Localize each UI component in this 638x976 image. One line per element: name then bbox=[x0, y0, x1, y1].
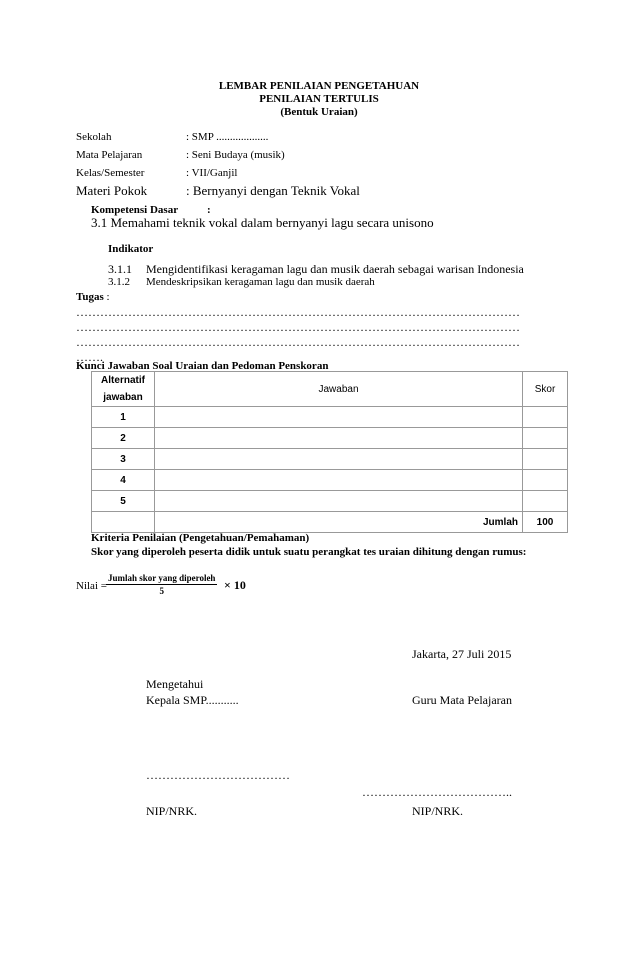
row-jawaban-cell[interactable] bbox=[155, 470, 523, 491]
total-empty-cell bbox=[92, 512, 155, 533]
row-skor-cell[interactable] bbox=[523, 449, 568, 470]
nip-right: NIP/NRK. bbox=[412, 804, 464, 818]
row-number: 1 bbox=[92, 407, 155, 428]
table-row bbox=[92, 407, 568, 428]
table-total-row bbox=[92, 512, 568, 533]
indikator-text-1: Mengidentifikasi keragaman lagu dan musik daerah sebagai warisan Indonesia bbox=[146, 262, 524, 276]
fraction-denominator: 5 bbox=[159, 586, 164, 596]
info-value-sekolah: : SMP ................... bbox=[186, 131, 269, 143]
row-skor-cell[interactable] bbox=[523, 470, 568, 491]
info-label-kelas: Kelas/Semester bbox=[76, 167, 145, 179]
row-number: 5 bbox=[92, 491, 155, 512]
table-row bbox=[92, 491, 568, 512]
nip-left: NIP/NRK. bbox=[146, 804, 198, 818]
indikator-text-2: Mendeskripsikan keragaman lagu dan musik daerah bbox=[146, 276, 375, 288]
tugas-colon: : bbox=[103, 291, 110, 303]
jumlah-value: 100 bbox=[523, 512, 568, 533]
fraction-numerator: Jumlah skor yang diperoleh bbox=[108, 573, 216, 583]
indikator-num-2: 3.1.2 bbox=[108, 276, 130, 288]
tugas-label-text: Tugas bbox=[76, 291, 104, 303]
tugas-label bbox=[76, 291, 110, 303]
tugas-dots-line-2: ………………………………………………………………………………………………… bbox=[76, 320, 520, 334]
guru-label: Guru Mata Pelajaran bbox=[412, 693, 512, 707]
row-skor-cell[interactable] bbox=[523, 428, 568, 449]
nilai-label: Nilai = bbox=[76, 580, 107, 592]
table-header-row bbox=[92, 372, 568, 407]
kunci-heading: Kunci Jawaban Soal Uraian dan Pedoman Penskoran bbox=[76, 360, 329, 372]
row-jawaban-cell[interactable] bbox=[155, 428, 523, 449]
jumlah-label: Jumlah bbox=[155, 512, 523, 533]
kd-colon: : bbox=[207, 204, 211, 216]
place-date: Jakarta, 27 Juli 2015 bbox=[412, 647, 512, 661]
row-skor-cell[interactable] bbox=[523, 407, 568, 428]
page-subtitle: PENILAIAN TERTULIS bbox=[259, 93, 379, 105]
col-skor: Skor bbox=[523, 372, 568, 407]
page-form-type: (Bentuk Uraian) bbox=[280, 106, 358, 118]
row-jawaban-cell[interactable] bbox=[155, 407, 523, 428]
page-title: LEMBAR PENILAIAN PENGETAHUAN bbox=[218, 80, 420, 92]
row-number: 2 bbox=[92, 428, 155, 449]
signature-line-left: ……………………………… bbox=[146, 768, 290, 782]
kunci-table bbox=[91, 371, 568, 533]
tugas-dots-short: ……. bbox=[76, 350, 103, 364]
table-row bbox=[92, 428, 568, 449]
kd-heading: Kompetensi Dasar bbox=[91, 204, 179, 216]
row-jawaban-cell[interactable] bbox=[155, 491, 523, 512]
info-value-kelas: : VII/Ganjil bbox=[186, 167, 238, 179]
info-value-materi: : Bernyanyi dengan Teknik Vokal bbox=[186, 183, 360, 198]
kriteria-heading: Kriteria Penilaian (Pengetahuan/Pemahaman) bbox=[91, 532, 310, 544]
col-alternatif-jawaban: Alternatif jawaban bbox=[92, 372, 155, 407]
row-number: 3 bbox=[92, 449, 155, 470]
times-ten: × 10 bbox=[224, 578, 246, 592]
kd-item: 3.1 Memahami teknik vokal dalam bernyanyi lagu secara unisono bbox=[91, 215, 434, 230]
table-row bbox=[92, 470, 568, 491]
kriteria-skor-text: Skor yang diperoleh peserta didik untuk suatu perangkat tes uraian dihitung dengan rumus: bbox=[91, 546, 527, 558]
info-label-mapel: Mata Pelajaran bbox=[76, 149, 143, 161]
info-label-sekolah: Sekolah bbox=[76, 131, 112, 143]
row-skor-cell[interactable] bbox=[523, 491, 568, 512]
row-jawaban-cell[interactable] bbox=[155, 449, 523, 470]
row-number: 4 bbox=[92, 470, 155, 491]
tugas-dots-line-3: ………………………………………………………………………………………………… bbox=[76, 335, 520, 349]
tugas-dots-line-1: ………………………………………………………………………………………………… bbox=[76, 305, 520, 319]
indikator-heading: Indikator bbox=[108, 243, 154, 255]
indikator-num-1: 3.1.1 bbox=[108, 262, 132, 276]
info-value-mapel: : Seni Budaya (musik) bbox=[186, 149, 285, 161]
table-row bbox=[92, 449, 568, 470]
signature-line-right: ……………………………….. bbox=[362, 785, 512, 799]
kepala-label: Kepala SMP........... bbox=[146, 693, 239, 707]
mengetahui-label: Mengetahui bbox=[146, 677, 204, 691]
info-label-materi: Materi Pokok bbox=[76, 183, 148, 198]
nilai-fraction bbox=[106, 573, 217, 596]
col-jawaban: Jawaban bbox=[155, 372, 523, 407]
